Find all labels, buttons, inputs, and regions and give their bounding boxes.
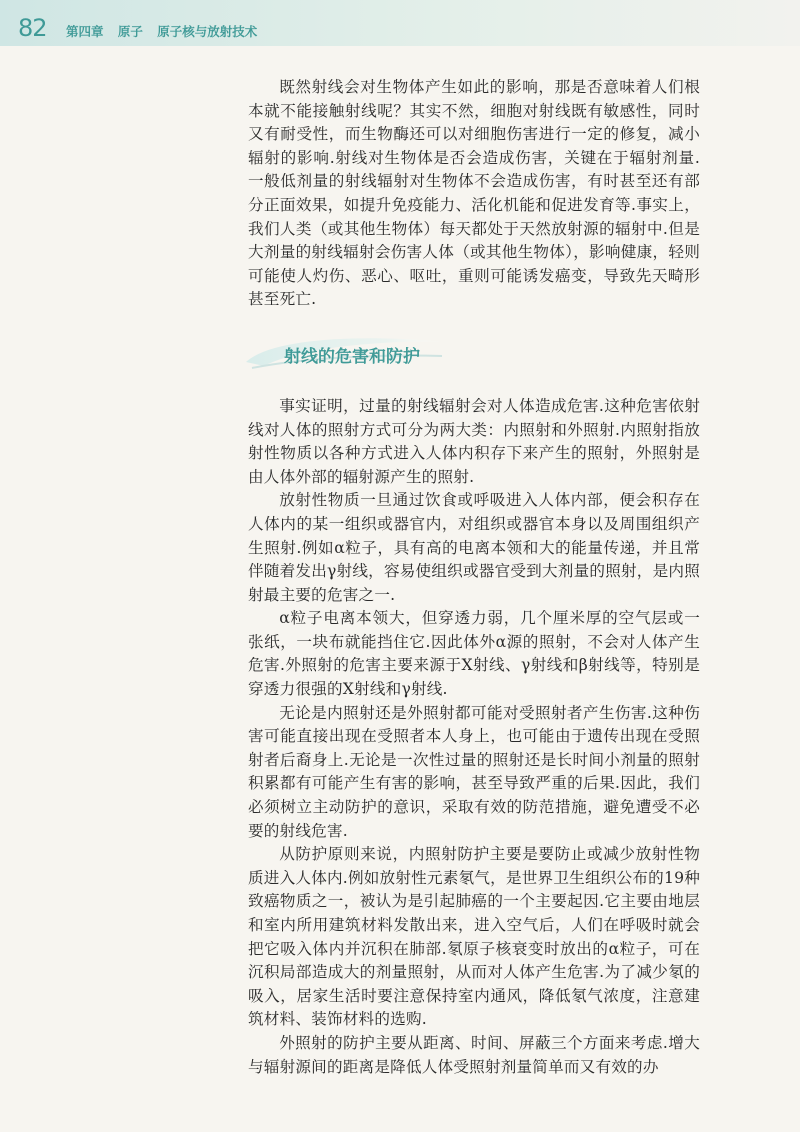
intro-paragraph: 既然射线会对生物体产生如此的影响，那是否意味着人们根本就不能接触射线呢？其实不然，细胞对射线既有敏感性，同时又有耐受性，而生物酶还可以对细胞伤害进行一定的修复，减小辐射的影响.射线对生物体是否会造成伤害，关键在于辐射剂量.一般低剂量的射线辐射对生物体不会造成伤害，有时甚至还有部分正面效果，如提升免疫能力、活化机能和促进发育等.事实上，我们人类（或其他生物体）每天都处于天然放射源的辐射中.但是大剂量的射线辐射会伤害人体（或其他生物体），影响健康，轻则可能使人灼伤、恶心、呕吐，重则可能诱发癌变，导致先天畸形甚至死亡. [248,78,700,309]
page-body [248,76,700,1079]
body-paragraph: 从防护原则来说，内照射防护主要是要防止或减少放射性物质进入人体内.例如放射性元素氡气，是世界卫生组织公布的19种致癌物质之一，被认为是引起肺癌的一个主要起因.它主要由地层和室内所用建筑材料发散出来，进入空气后，人们在呼吸时就会把它吸入体内并沉积在肺部.氡原子核衰变时放出的α粒子，可在沉积局部造成大的剂量照射，从而对人体产生危害.为了减少氡的吸入，居家生活时要注意保持室内通风，降低氡气浓度，注意建筑材料、装饰材料的选购. [248,845,700,1029]
body-paragraph: 外照射的防护主要从距离、时间、屏蔽三个方面来考虑.增大与辐射源间的距离是降低人体受照射剂量简单而又有效的办 [248,1033,700,1076]
page-number: 82 [18,14,47,42]
body-paragraph: 无论是内照射还是外照射都可能对受照射者产生伤害.这种伤害可能直接出现在受照者本人身上，也可能由于遗传出现在受照射者后裔身上.无论是一次性过量的照射还是长时间小剂量的照射积累都有可能产生有害的影响，甚至导致严重的后果.因此，我们必须树立主动防护的意识，采取有效的防范措施，避免遭受不必要的射线危害. [248,703,700,840]
body-paragraph: α粒子电离本领大，但穿透力弱，几个厘米厚的空气层或一张纸，一块布就能挡住它.因此体外α源的照射，不会对人体产生危害.外照射的危害主要来源于X射线、γ射线和β射线等，特别是穿透力很强的X射线和γ射线. [248,609,700,699]
section-title: 射线的危害和防护 [284,346,420,367]
running-header [66,22,267,40]
section-name: 原子核与放射技术 [157,24,258,39]
body-paragraph: 放射性物质一旦通过饮食或呼吸进入人体内部，便会积存在人体内的某一组织或器官内，对组织或器官本身以及周围组织产生照射.例如α粒子，具有高的电离本领和大的能量传递，并且常伴随着发出γ射线，容易使组织或器官受到大剂量的照射，是内照射最主要的危害之一. [248,491,700,604]
chapter-label: 第四章 [66,24,104,39]
section-heading [248,334,700,370]
body-paragraph: 事实证明，过量的射线辐射会对人体造成危害.这种危害依射线对人体的照射方式可分为两大类：内照射和外照射.内照射指放射性物质以各种方式进入人体内积存下来产生的照射，外照射是由人体外部的辐射源产生的照射. [248,396,700,486]
chapter-name: 原子 [117,24,143,39]
